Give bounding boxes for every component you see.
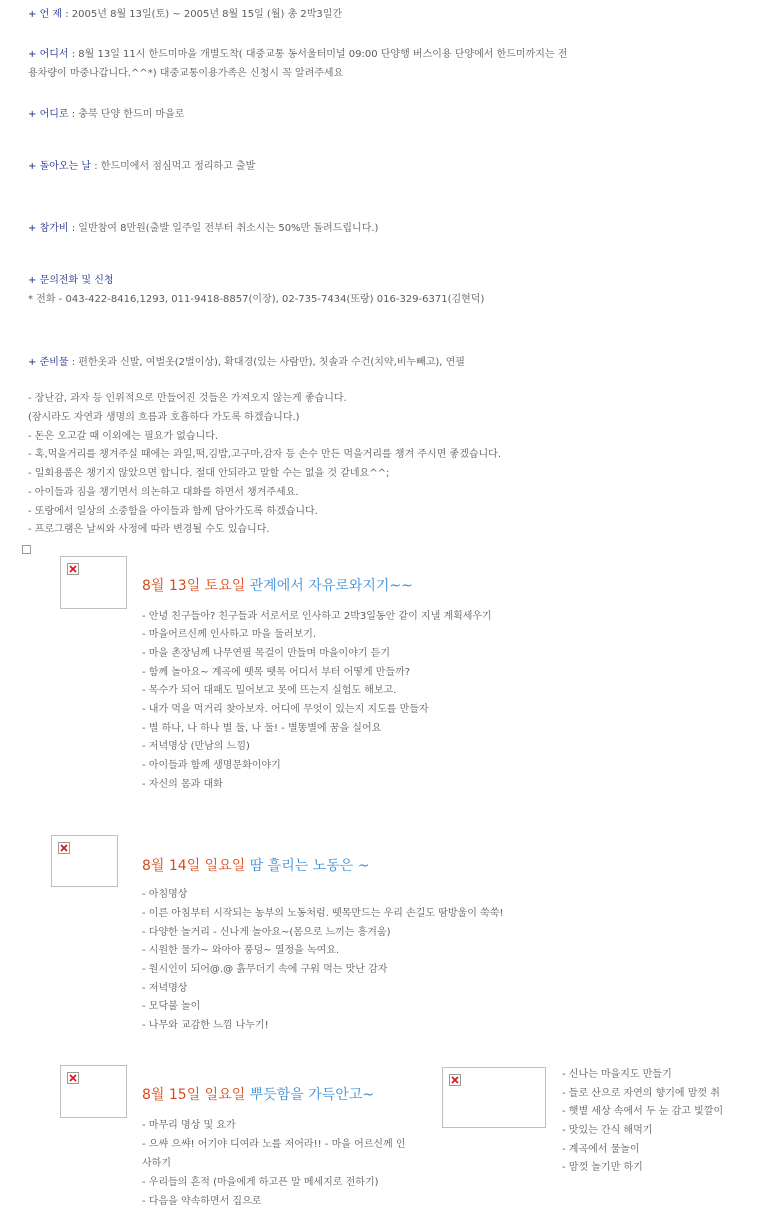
info-contact-header: + 문의전화 및 신청 [28,275,114,286]
day3-item: - 으쌰 으쌰! 어기야 디여라 노를 저어라!! - 마을 어르신께 인 [142,1139,406,1150]
day2-image [51,835,118,887]
day1-item: - 별 하나, 나 하나 별 둘, 나 둘! - 별똥별에 꿈을 실어요 [142,723,382,734]
day1-item: - 함께 놀아요~ 계곡에 뗏목 뗏목 어디서 부터 어떻게 만들까? [142,667,411,678]
day2-item: - 아침명상 [142,889,188,900]
day1-item: - 자신의 몸과 대화 [142,779,223,790]
day3-item: - 마무리 명상 및 요가 [142,1120,236,1131]
info-where-meet-cont: 용차량이 마중나갑니다.^^*) 대중교통이용가족은 신청시 꼭 알려주세요 [28,68,344,79]
info-where-meet: + 어디서 : 8월 13일 11시 한드미마을 개별도착( 대중교통 동서울터미널 09:00 단양행 버스이용 단양에서 한드미까지는 전 [28,49,568,60]
info-fee: + 참가비 : 일반참여 8만원(출발 일주일 전부터 취소시는 50%만 돌려드립니다.) [28,223,379,234]
day2-item: - 다양한 놀거리 - 신나게 놀아요~(몸으로 느끼는 흥겨움) [142,927,391,938]
day3-side-list [562,1068,762,1188]
day1-title: 8월 13일 토요일 관계에서 자유로와지기~~ [142,578,413,594]
note-item: - 혹,먹을거리를 챙겨주실 때에는 과일,떡,김밥,고구마,감자 등 손수 만든 먹을거리를 챙겨 주시면 좋겠습니다. [28,449,502,460]
day2-title: 8월 14일 일요일 땀 흘리는 노동은 ~ [142,858,370,874]
note-item: - 아이들과 짐을 챙기면서 의논하고 대화를 하면서 챙겨주세요. [28,487,299,498]
note-item: - 또랑에서 일상의 소중함을 아이들과 함께 담아가도록 하겠습니다. [28,506,318,517]
day1-item: - 목수가 되어 대패도 밀어보고 못에 뜨는지 실험도 해보고. [142,685,397,696]
day1-image [60,556,127,609]
day3-item: - 우리들의 흔적 (마을에게 하고픈 말 메세지로 전하기) [142,1177,379,1188]
day2-item: - 모닥불 놀이 [142,1001,201,1012]
day2-item: - 저녁명상 [142,983,188,994]
info-contact-phones: * 전화 - 043-422-8416,1293, 011-9418-8857(이장), 02-735-7434(또랑) 016-329-6371(김현덕) [28,294,485,305]
day3-image [60,1065,127,1118]
day3-side-item: - 계곡에서 물놀이 [562,1144,640,1155]
info-when: + 언 제 : 2005년 8월 13일(토) ~ 2005년 8월 15일 (월) 총 2박3일간 [28,9,343,20]
info-where-to: + 어디로 : 충북 단양 한드미 마을로 [28,109,185,120]
day3-item: - 다음을 약속하면서 집으로 [142,1196,262,1207]
broken-image-icon [58,842,70,854]
note-item: (잠시라도 자연과 생명의 흐름과 호흡하다 가도록 하겠습니다.) [28,412,300,423]
note-item: - 프로그램은 날씨와 사정에 따라 변경될 수도 있습니다. [28,524,270,535]
broken-image-icon [67,1072,79,1084]
day2-item: - 시원한 물가~ 와아아 풍덩~ 열정을 녹여요. [142,945,340,956]
note-item: - 돈은 오고갈 때 이외에는 필요가 없습니다. [28,431,219,442]
day1-item: - 아이들과 함께 생명문화이야기 [142,760,281,771]
broken-image-icon [449,1074,461,1086]
day3-side-item: - 들로 산으로 자연의 향기에 맘껏 취 [562,1088,720,1099]
day3-side-image [442,1067,546,1128]
day2-item: - 이른 아침부터 시작되는 농부의 노동처럼. 뗏목만드는 우리 손길도 땀방울이 쑥쑥! [142,908,504,919]
day2-item: - 나무와 교감한 느낌 나누기! [142,1020,269,1031]
broken-image-icon [67,563,79,575]
checkbox[interactable] [22,545,31,554]
info-prep: + 준비물 : 편한옷과 신발, 여벌옷(2벌이상), 확대경(있는 사람만), 칫솔과 수건(치약,비누빼고), 연필 [28,357,465,368]
day3-side-item: - 신나는 마을지도 만들기 [562,1069,672,1080]
info-return: + 돌아오는 날 : 한드미에서 점심먹고 정리하고 출발 [28,161,256,172]
day1-item: - 안녕 친구들아? 친구들과 서로서로 인사하고 2박3일동안 같이 지낼 계획세우기 [142,611,492,622]
day1-item: - 내가 먹을 먹거리 찾아보자. 어디에 무엇이 있는지 지도를 만들자 [142,704,429,715]
day3-item: 사하기 [142,1158,171,1169]
day1-item: - 마을 촌장님께 나무연필 목걸이 만들며 마을이야기 듣기 [142,648,391,659]
day3-side-item: - 햇볕 세상 속에서 두 눈 감고 빛깔이 [562,1106,724,1117]
note-item: - 일회용품은 챙기지 않았으면 합니다. 절대 안되라고 말할 수는 없을 것 같네요^^; [28,468,390,479]
day1-item: - 저녁명상 (만남의 느낌) [142,741,250,752]
day2-item: - 원시인이 되어@.@ 흙무더기 속에 구워 먹는 맛난 감자 [142,964,388,975]
day1-item: - 마을어르신께 인사하고 마을 둘러보기. [142,629,317,640]
day3-side-item: - 맛있는 간식 해먹기 [562,1125,653,1136]
note-item: - 장난감, 과자 등 인위적으로 만들어진 것들은 가져오지 않는게 좋습니다. [28,393,347,404]
day3-title: 8월 15일 일요일 뿌듯함을 가득안고~ [142,1087,375,1103]
day3-side-item: - 맘껏 놀기만 하기 [562,1162,643,1173]
